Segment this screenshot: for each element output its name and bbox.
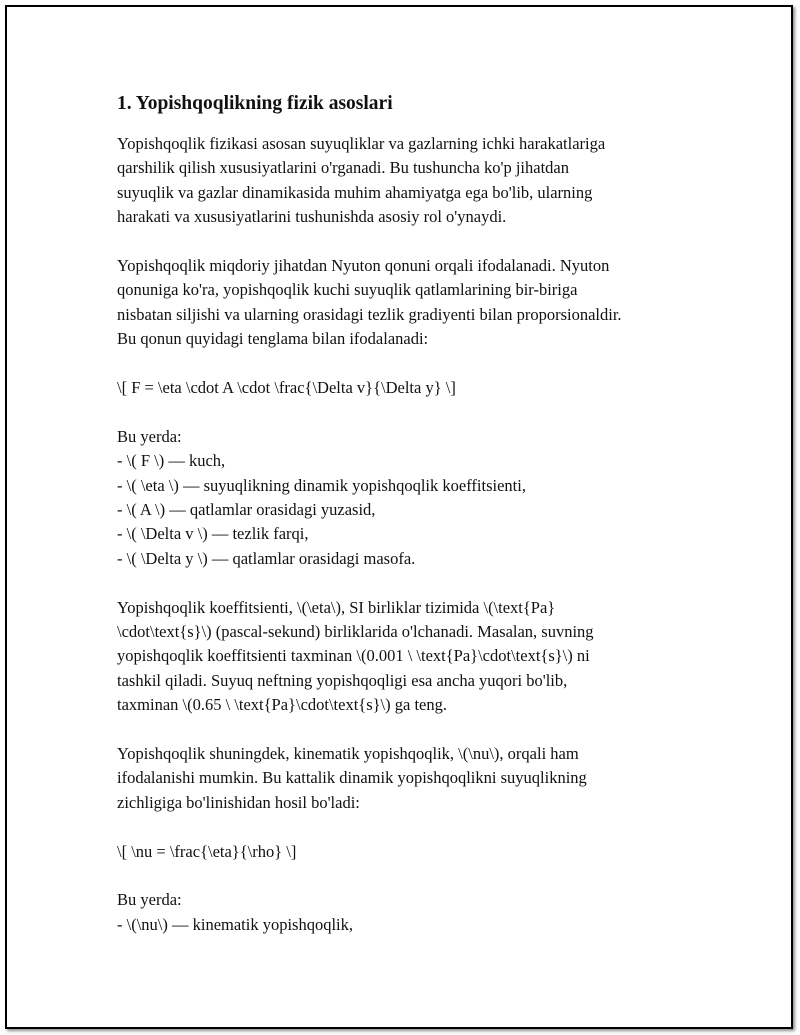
text-line: ifodalanishi mumkin. Bu kattalik dinamik yopishqoqlikni suyuqlikning: [117, 768, 587, 788]
document-content: [117, 90, 717, 937]
definitions-list: [117, 888, 717, 937]
text-line: zichligiga bo'linishidan hosil bo'ladi:: [117, 792, 360, 812]
text-line: Yopishqoqlik koeffitsienti, \(\eta\), SI birliklar tizimida \(\text{Pa}: [117, 597, 556, 617]
list-item: - \( F \) — kuch,: [117, 451, 226, 471]
list-item: - \( \Delta v \) — tezlik farqi,: [117, 524, 309, 544]
paragraph-kinematic: [117, 742, 717, 815]
list-item: - \( \eta \) — suyuqlikning dinamik yopishqoqlik koeffitsienti,: [117, 475, 526, 495]
text-line: Yopishqoqlik shuningdek, kinematik yopishqoqlik, \(\nu\), orqali ham: [117, 744, 579, 764]
text-line: qarshilik qilish xususiyatlarini o'rganadi. Bu tushuncha ko'p jihatdan: [117, 158, 570, 178]
text-line: Yopishqoqlik miqdoriy jihatdan Nyuton qonuni orqali ifodalanadi. Nyuton: [117, 256, 610, 276]
list-item: - \( A \) — qatlamlar orasidagi yuzasid,: [117, 500, 376, 520]
section-heading: 1. Yopishqoqlikning fizik asoslari: [117, 93, 393, 114]
text-line: Bu yerda:: [117, 890, 182, 910]
text-line: qonuniga ko'ra, yopishqoqlik kuchi suyuqlik qatlamlarining bir-biriga: [117, 280, 578, 300]
text-line: Yopishqoqlik fizikasi asosan suyuqliklar va gazlarning ichki harakatlariga: [117, 134, 606, 153]
equation-kinematic: [117, 840, 717, 864]
paragraph-intro: [117, 132, 717, 230]
paragraph-gap: [117, 815, 717, 839]
text-line: yopishqoqlik koeffitsienti taxminan \(0.001 \ \text{Pa}\cdot\text{s}\) ni: [117, 646, 590, 666]
list-item: - \(\nu\) — kinematik yopishqoqlik,: [117, 914, 354, 934]
paragraph-gap: [117, 352, 717, 376]
equation-line: \[ \nu = \frac{\eta}{\rho} \]: [117, 841, 297, 861]
definitions-list: [117, 425, 717, 571]
text-line: taxminan \(0.65 \ \text{Pa}\cdot\text{s}\) ga teng.: [117, 695, 447, 715]
text-line: \cdot\text{s}\) (pascal-sekund) birliklarida o'lchanadi. Masalan, suvning: [117, 622, 594, 642]
text-line: tashkil qiladi. Suyuq neftning yopishqoqligi esa ancha yuqori bo'lib,: [117, 670, 568, 690]
paragraph-gap: [117, 571, 717, 595]
paragraph-gap: [117, 230, 717, 254]
equation-line: \[ F = \eta \cdot A \cdot \frac{\Delta v}{\Delta y} \]: [117, 378, 456, 398]
paragraph-newton-law: [117, 254, 717, 352]
paragraph-gap: [117, 864, 717, 888]
text-line: suyuqlik va gazlar dinamikasida muhim ahamiyatga ega bo'lib, ularning: [117, 182, 593, 202]
list-item: - \( \Delta y \) — qatlamlar orasidagi masofa.: [117, 548, 416, 568]
paragraph-gap: [117, 400, 717, 424]
text-line: nisbatan siljishi va ularning orasidagi tezlik gradiyenti bilan proporsionaldir.: [117, 304, 622, 324]
paragraph-gap: [117, 718, 717, 742]
text-line: Bu qonun quyidagi tenglama bilan ifodalanadi:: [117, 329, 429, 349]
text-line: harakati va xususiyatlarini tushunishda asosiy rol o'ynaydi.: [117, 207, 507, 227]
equation-force: [117, 376, 717, 400]
paragraph-coefficient: [117, 596, 717, 718]
text-line: Bu yerda:: [117, 426, 182, 446]
